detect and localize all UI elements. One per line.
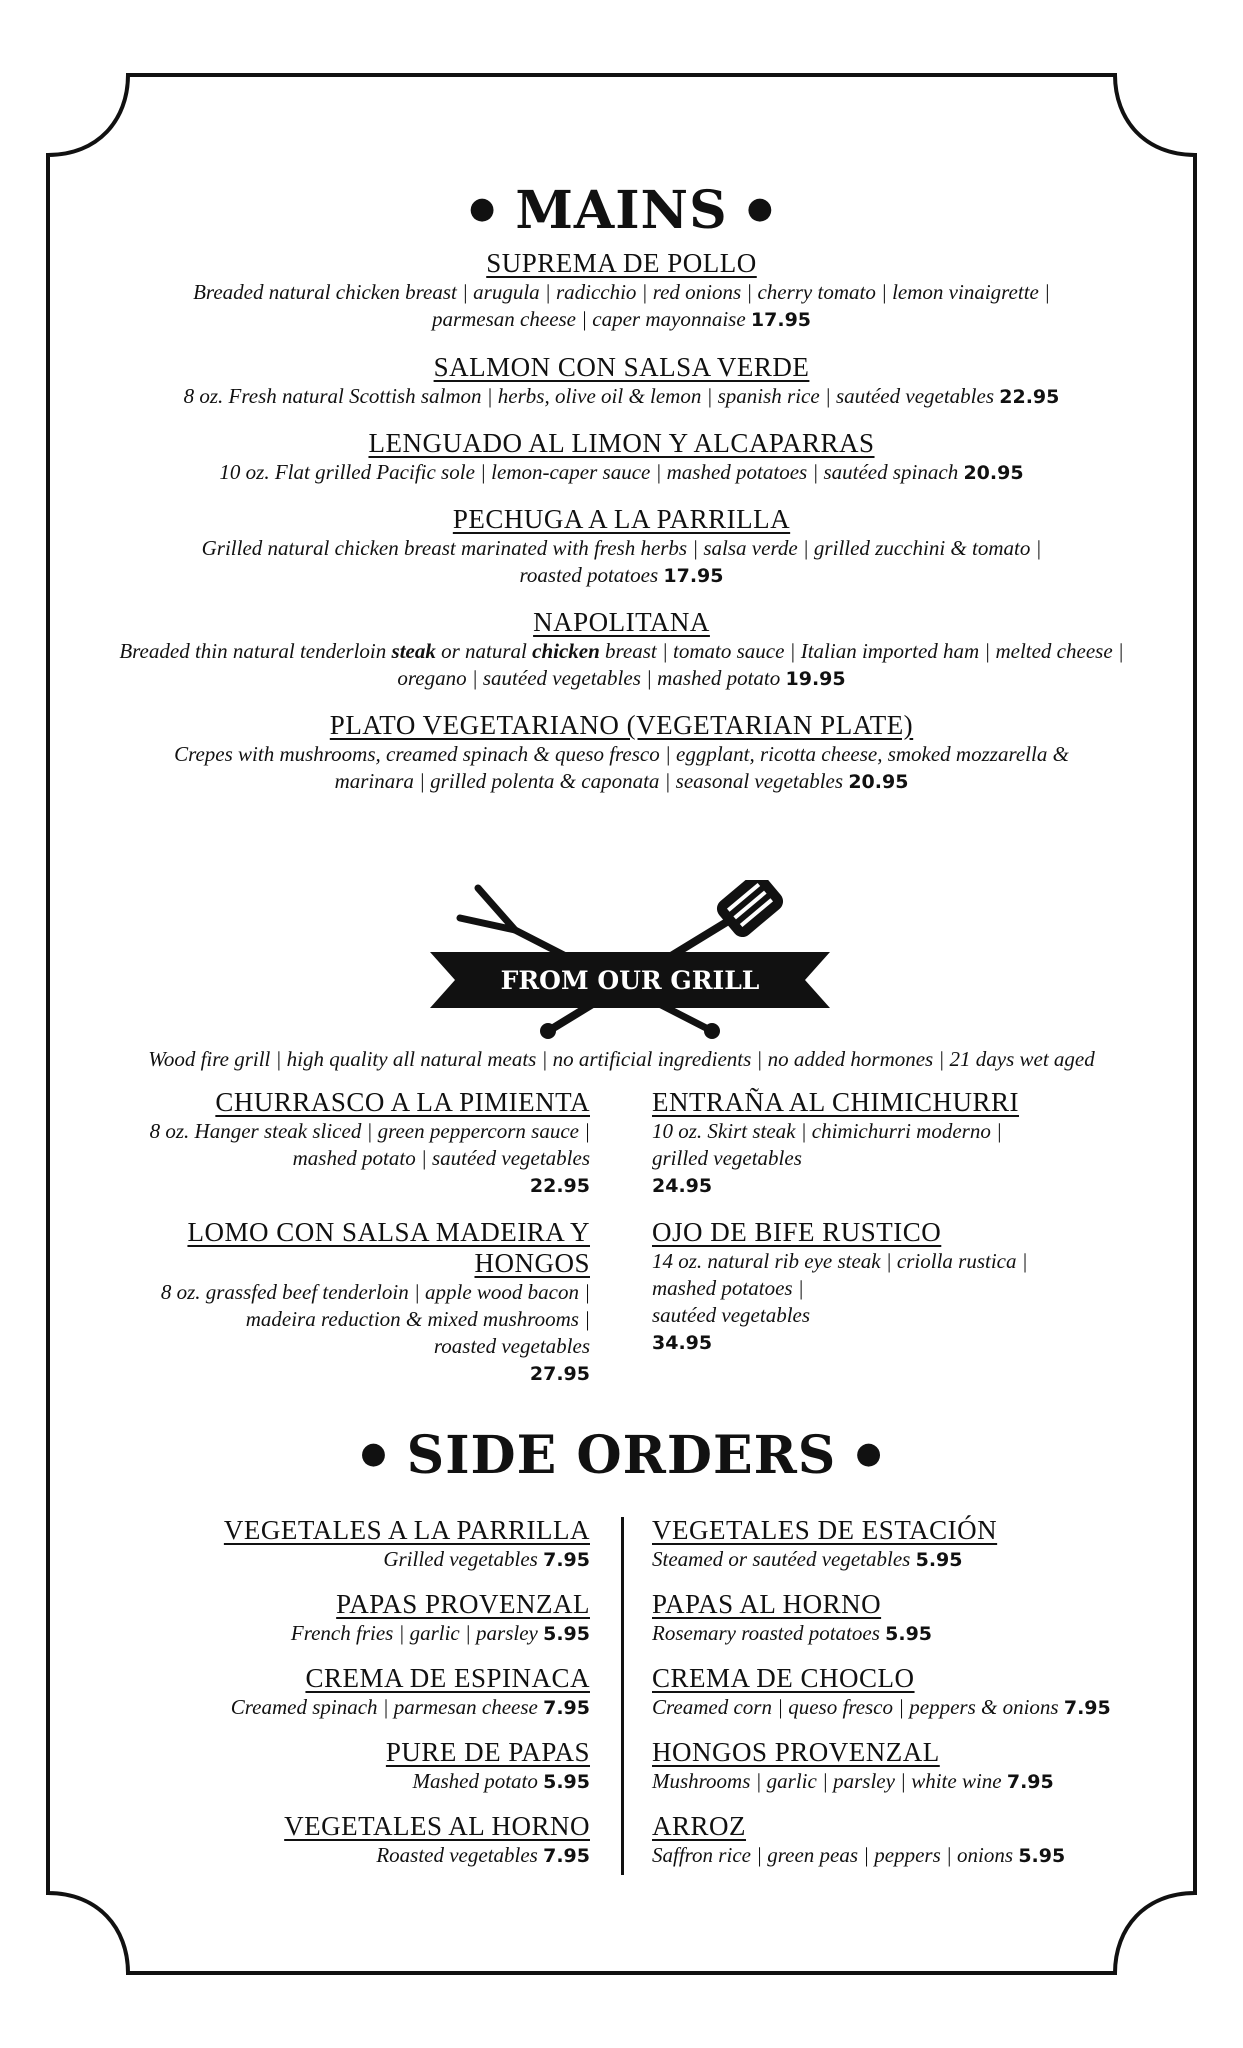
menu-item-salmon xyxy=(100,352,1143,411)
item-name: VEGETALES A LA PARRILLA xyxy=(223,1515,590,1545)
item-name: HONGOS PROVENZAL xyxy=(652,1737,940,1767)
item-price: 5.95 xyxy=(915,1549,963,1571)
item-description: Steamed or sautéed vegetables xyxy=(652,1547,911,1571)
item-description: Breaded thin natural tenderloin steak or natural chicken breast | tomato sauce | Italian imported ham | melted cheese | xyxy=(119,639,1124,663)
side-orders-heading xyxy=(0,1425,1243,1486)
item-description: 8 oz. grassfed beef tenderloin | apple wood bacon | xyxy=(160,1280,590,1304)
item-description: Grilled vegetables xyxy=(383,1547,538,1571)
mains-title: MAINS xyxy=(515,180,728,241)
item-price: 22.95 xyxy=(529,1175,590,1197)
item-name: LENGUADO AL LIMON Y ALCAPARRAS xyxy=(368,428,875,458)
item-description: Creamed spinach | parmesan cheese xyxy=(230,1695,538,1719)
item-price: 20.95 xyxy=(848,771,909,793)
item-description: 8 oz. Fresh natural Scottish salmon | herbs, olive oil & lemon | spanish rice | sautéed vegetables 22.95 xyxy=(183,384,1060,408)
item-price: 27.95 xyxy=(529,1363,590,1385)
item-price: 5.95 xyxy=(885,1623,933,1645)
item-description: mashed potatoes | xyxy=(652,1276,804,1300)
item-description: 10 oz. Skirt steak | chimichurri moderno | xyxy=(652,1119,1002,1143)
mains-heading xyxy=(0,180,1243,241)
item-description: Creamed corn | queso fresco | peppers & onions xyxy=(652,1695,1059,1719)
item-price: 34.95 xyxy=(652,1332,713,1354)
menu-item-lomo xyxy=(80,1217,590,1388)
item-price: 7.95 xyxy=(543,1845,590,1867)
item-price: 5.95 xyxy=(1018,1845,1066,1867)
bullet-dot: ● xyxy=(360,1436,388,1471)
item-price: 7.95 xyxy=(1063,1697,1111,1719)
item-price: 7.95 xyxy=(543,1549,590,1571)
item-price: 22.95 xyxy=(999,386,1060,408)
item-price: 5.95 xyxy=(543,1771,590,1793)
grill-banner-text: FROM OUR GRILL xyxy=(500,966,760,995)
item-name: NAPOLITANA xyxy=(533,607,710,637)
item-price: 5.95 xyxy=(543,1623,590,1645)
item-price: 7.95 xyxy=(543,1697,590,1719)
item-price: 17.95 xyxy=(750,309,812,331)
item-price: 24.95 xyxy=(652,1175,713,1197)
menu-item-pechuga xyxy=(100,504,1143,590)
item-name: SUPREMA DE POLLO xyxy=(486,248,757,278)
menu-item-entrana xyxy=(652,1087,1162,1200)
item-description: parmesan cheese | caper mayonnaise 17.95 xyxy=(431,307,812,331)
side-item xyxy=(80,1589,590,1648)
item-name: ARROZ xyxy=(652,1811,747,1841)
side-item xyxy=(80,1737,590,1796)
bullet-dot: ● xyxy=(855,1436,883,1471)
item-description: Roasted vegetables xyxy=(376,1843,538,1867)
item-description: Crepes with mushrooms, creamed spinach & queso fresco | eggplant, ricotta cheese, smoked mozzarella & xyxy=(174,742,1069,766)
side-item xyxy=(652,1737,1182,1796)
item-name: OJO DE BIFE RUSTICO xyxy=(652,1217,942,1247)
grill-note: Wood fire grill | high quality all natural meats | no artificial ingredients | no added hormones | 21 days wet aged xyxy=(148,1047,1095,1071)
column-divider xyxy=(621,1517,624,1875)
menu-item-suprema xyxy=(100,248,1143,334)
item-price: 20.95 xyxy=(963,462,1024,484)
item-name: PLATO VEGETARIANO (VEGETARIAN PLATE) xyxy=(329,710,914,740)
item-description: marinara | grilled polenta & caponata | seasonal vegetables 20.95 xyxy=(334,769,909,793)
item-description: 14 oz. natural rib eye steak | criolla rustica | xyxy=(652,1249,1028,1273)
item-description: oregano | sautéed vegetables | mashed potato 19.95 xyxy=(397,666,846,690)
item-name: SALMON CON SALSA VERDE xyxy=(433,352,810,382)
bullet-dot: ● xyxy=(746,191,774,226)
item-description: Breaded natural chicken breast | arugula | radicchio | red onions | cherry tomato | lemon vinaigrette | xyxy=(193,280,1050,304)
item-description: grilled vegetables xyxy=(652,1146,802,1170)
menu-item-ojo-de-bife xyxy=(652,1217,1162,1357)
side-item xyxy=(652,1663,1182,1722)
item-name: PAPAS PROVENZAL xyxy=(336,1589,590,1619)
item-name: CREMA DE CHOCLO xyxy=(652,1663,915,1693)
item-description: mashed potato | sautéed vegetables xyxy=(292,1146,590,1170)
item-name: LOMO CON SALSA MADEIRA Y HONGOS xyxy=(187,1217,590,1278)
menu-item-napolitana xyxy=(70,607,1173,693)
bullet-dot: ● xyxy=(469,191,497,226)
item-description: sautéed vegetables xyxy=(652,1303,811,1327)
item-description: Rosemary roasted potatoes xyxy=(652,1621,880,1645)
menu-item-plato-vegetariano xyxy=(100,710,1143,796)
item-description: Saffron rice | green peas | peppers | onions xyxy=(652,1843,1014,1867)
item-description: madeira reduction & mixed mushrooms | xyxy=(245,1307,590,1331)
menu-item-churrasco xyxy=(80,1087,590,1200)
side-item xyxy=(80,1663,590,1722)
side-item xyxy=(652,1811,1182,1870)
item-description: roasted potatoes 17.95 xyxy=(519,563,724,587)
side-item xyxy=(652,1515,1182,1574)
item-price: 7.95 xyxy=(1006,1771,1054,1793)
side-item xyxy=(80,1515,590,1574)
item-description: Mashed potato xyxy=(412,1769,538,1793)
item-name: VEGETALES DE ESTACIÓN xyxy=(652,1515,998,1545)
side-orders-title: SIDE ORDERS xyxy=(406,1425,837,1486)
item-name: VEGETALES AL HORNO xyxy=(284,1811,590,1841)
item-name: PAPAS AL HORNO xyxy=(652,1589,882,1619)
item-description: French fries | garlic | parsley xyxy=(290,1621,538,1645)
item-name: CREMA DE ESPINACA xyxy=(305,1663,590,1693)
item-price: 17.95 xyxy=(663,565,724,587)
item-price: 19.95 xyxy=(785,668,846,690)
item-description: Grilled natural chicken breast marinated with fresh herbs | salsa verde | grilled zucchini & tomato | xyxy=(201,536,1042,560)
item-description: 8 oz. Hanger steak sliced | green peppercorn sauce | xyxy=(149,1119,590,1143)
item-name: PURE DE PAPAS xyxy=(385,1737,590,1767)
grill-utensils-icon xyxy=(420,880,840,1050)
item-description: 10 oz. Flat grilled Pacific sole | lemon-caper sauce | mashed potatoes | sautéed spinach 20.95 xyxy=(219,460,1024,484)
menu-item-lenguado xyxy=(100,428,1143,487)
item-name: ENTRAÑA AL CHIMICHURRI xyxy=(652,1087,1020,1117)
side-item xyxy=(652,1589,1182,1648)
item-description: roasted vegetables xyxy=(433,1334,590,1358)
side-item xyxy=(80,1811,590,1870)
item-description: Mushrooms | garlic | parsley | white wine xyxy=(652,1769,1002,1793)
item-name: CHURRASCO A LA PIMIENTA xyxy=(215,1087,590,1117)
item-name: PECHUGA A LA PARRILLA xyxy=(452,504,791,534)
